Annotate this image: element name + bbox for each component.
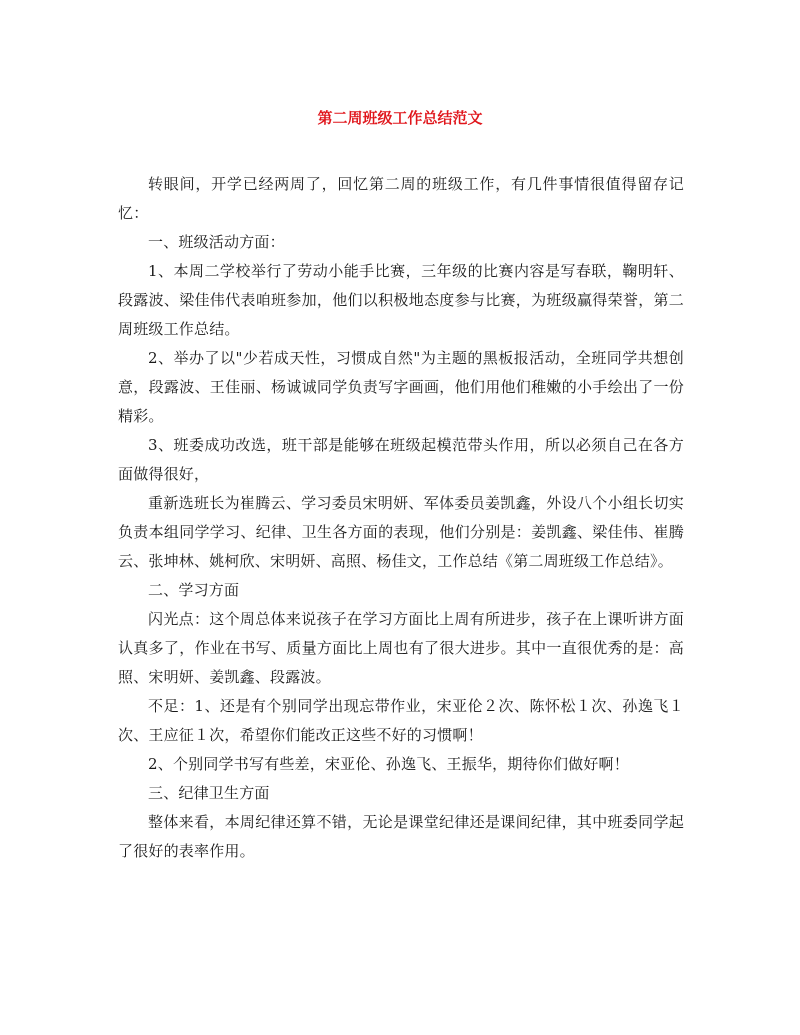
document-title: 第二周班级工作总结范文 — [317, 109, 483, 127]
section-heading-activities: 一、班级活动方面： — [148, 233, 285, 251]
paragraph-shortcomings-1: 不足：1、还是有个别同学出现忘带作业，宋亚伦２次、陈怀松１次、孙逸飞１次、王应征１次，希望你们能改正这些不好的习惯啊！ — [118, 697, 684, 744]
document-body — [118, 170, 684, 866]
paragraph-intro: 转眼间，开学已经两周了，回忆第二周的班级工作，有几件事情很值得留存记忆： — [118, 175, 684, 222]
paragraph-activity-2: 2、举办了以"少若成天性，习惯成自然"为主题的黑板报活动，全班同学共想创意，段露波、王佳丽、杨诚诚同学负责写字画画，他们用他们稚嫩的小手绘出了一份精彩。 — [118, 349, 684, 425]
section-heading-study: 二、学习方面 — [148, 581, 240, 599]
paragraph-activity-3: 3、班委成功改选，班干部是能够在班级起模范带头作用，所以必须自己在各方面做得很好， — [118, 436, 684, 483]
paragraph-activity-1: 1、本周二学校举行了劳动小能手比赛，三年级的比赛内容是写春联，鞠明轩、段露波、梁佳伟代表咱班参加，他们以积极地态度参与比赛，为班级赢得荣誉，第二周班级工作总结。 — [118, 262, 684, 338]
paragraph-shortcomings-2: 2、个别同学书写有些差，宋亚伦、孙逸飞、王振华，期待你们做好啊！ — [148, 755, 629, 773]
paragraph-class-committee: 重新选班长为崔腾云、学习委员宋明妍、军体委员姜凯鑫，外设八个小组长切实负责本组同学学习、纪律、卫生各方面的表现，他们分别是：姜凯鑫、梁佳伟、崔腾云、张坤林、姚柯欣、宋明妍、高照、杨佳文，工作总结《第二周班级工作总结》。 — [118, 494, 684, 570]
paragraph-discipline: 整体来看，本周纪律还算不错，无论是课堂纪律还是课间纪律，其中班委同学起了很好的表率作用。 — [118, 813, 684, 860]
paragraph-highlights: 闪光点：这个周总体来说孩子在学习方面比上周有所进步，孩子在上课听讲方面认真多了，作业在书写、质量方面比上周也有了很大进步。其中一直很优秀的是：高照、宋明妍、姜凯鑫、段露波。 — [118, 610, 684, 686]
section-heading-discipline: 三、纪律卫生方面 — [148, 784, 270, 802]
